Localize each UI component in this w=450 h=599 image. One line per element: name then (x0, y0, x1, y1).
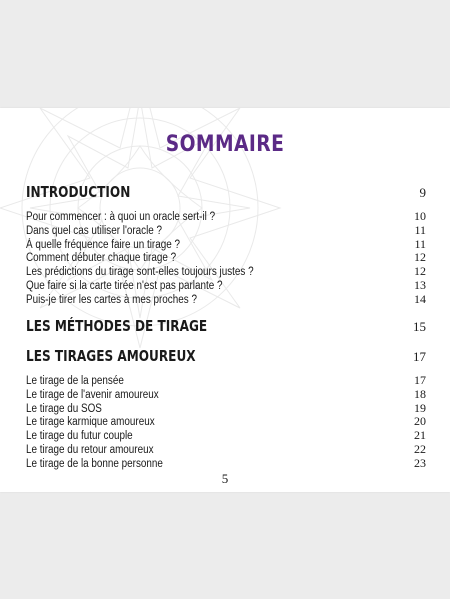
section-page-number: 17 (413, 349, 426, 364)
toc-entry: Le tirage du SOS 19 (26, 400, 426, 415)
toc-entry: Le tirage de la bonne personne 23 (26, 455, 426, 470)
toc-list-tirages-amoureux (26, 374, 426, 471)
toc-entry: Puis-je tirer les cartes à mes proches ? 14 (26, 291, 426, 306)
page-title: SOMMAIRE (165, 132, 285, 157)
section-heading: LES MÉTHODES DE TIRAGE (26, 317, 208, 335)
document-page (0, 108, 450, 492)
toc-entry: Pour commencer : à quoi un oracle sert-il ? 10 (26, 209, 426, 223)
section-page-number: 15 (413, 319, 426, 334)
toc-entry: Comment débuter chaque tirage ? 12 (26, 250, 426, 265)
section-introduction (26, 183, 426, 201)
toc-entry: Les prédictions du tirage sont-elles toujours justes ? 12 (26, 264, 426, 279)
section-methodes (26, 317, 426, 335)
toc-list-introduction (26, 210, 426, 307)
toc-entry: Que faire si la carte tirée n'est pas parlante ? 13 (26, 277, 426, 292)
toc-entry: Le tirage karmique amoureux 20 (26, 414, 426, 429)
toc-entry: Le tirage du retour amoureux 22 (26, 441, 426, 456)
section-heading: INTRODUCTION (26, 183, 131, 201)
toc-entry: Dans quel cas utiliser l'oracle ? 11 (26, 222, 426, 237)
section-page-number: 9 (419, 185, 426, 200)
toc-entry: Le tirage de l'avenir amoureux 18 (26, 386, 426, 401)
section-heading: LES TIRAGES AMOUREUX (26, 347, 196, 365)
toc-entry: Le tirage du futur couple 21 (26, 428, 426, 443)
page-number-footer: 5 (221, 471, 229, 486)
toc-entry: À quelle fréquence faire un tirage ? 11 (26, 236, 426, 251)
toc-entry: Le tirage de la pensée 17 (26, 373, 426, 387)
section-tirages-amoureux (26, 347, 426, 365)
